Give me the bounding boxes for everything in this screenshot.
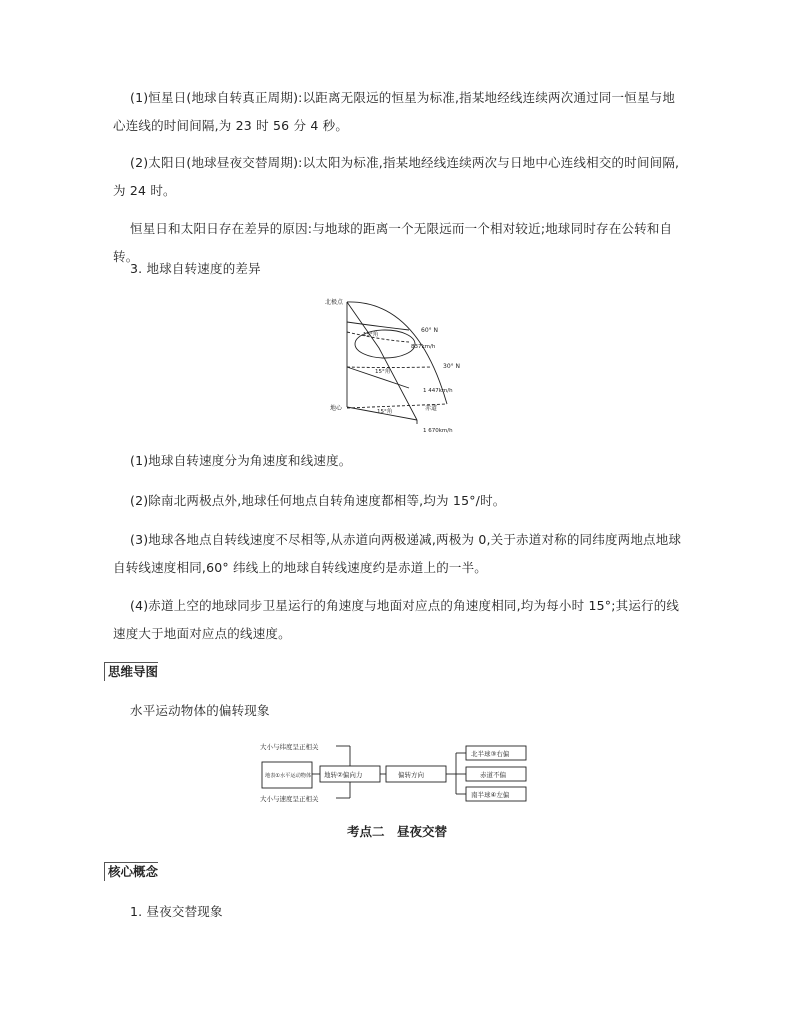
core-item-1: 1. 昼夜交替现象 (130, 904, 223, 919)
angle-label-30: 15°角 (375, 369, 391, 375)
paragraph-speed-1: (1)地球自转速度分为角速度和线速度。 (130, 453, 352, 468)
paragraph-speed-heading: 3. 地球自转速度的差异 (130, 261, 261, 276)
paragraph-sidereal-day: (1)恒星日(地球自转真正周期):以距离无限远的恒星为标准,指某地经线连续两次通过同一恒星与地心连线的时间间隔,为 23 时 56 分 4 秒。 (113, 90, 676, 133)
mind-map-origin: 地表①水平运动物体 (265, 773, 312, 779)
core-concept-tag: 核心概念 (104, 862, 158, 881)
section2-title: 考点二 昼夜交替 (346, 824, 447, 839)
paragraph-speed-3: (3)地球各地点自转线速度不尽相等,从赤道向两极递减,两极为 0,关于赤道对称的同纬度两地点地球自转线速度相同,60° 纬线上的地球自转线速度约是赤道上的一半。 (113, 532, 682, 575)
mind-map-tag: 思维导图 (104, 662, 158, 681)
earth-rotation-speed-diagram (325, 292, 475, 434)
mind-map-title: 水平运动物体的偏转现象 (130, 703, 270, 718)
paragraph-solar-day: (2)太阳日(地球昼夜交替周期):以太阳为标准,指某地经线连续两次与日地中心连线相交的时间间隔,为 24 时。 (113, 155, 680, 198)
mind-map-north: 北半球③右偏 (471, 750, 510, 758)
paragraph-speed-4: (4)赤道上空的地球同步卫星运行的角速度与地面对应点的角速度相同,均为每小时 15°;其运行的线速度大于地面对应点的线速度。 (113, 598, 680, 641)
paragraph-difference-reason: 恒星日和太阳日存在差异的原因:与地球的距离一个无限远而一个相对较近;地球同时存在公转和自转。 (113, 221, 673, 264)
mind-map-equator: 赤道不偏 (480, 771, 506, 779)
speed-eq-label: 1 670km/h (423, 428, 453, 434)
speed30-label: 1 447km/h (423, 388, 453, 394)
lat60-label: 60° N (421, 327, 439, 334)
angle-label-eq: 15°角 (377, 409, 393, 415)
north-pole-label: 北极点 (325, 299, 344, 306)
paragraph-speed-2: (2)除南北两极点外,地球任何地点自转角速度都相等,均为 15°/时。 (130, 493, 506, 508)
equator-label: 赤道 (425, 405, 438, 412)
mind-map-top-label: 大小与纬度呈正相关 (260, 743, 319, 751)
lat30-label: 30° N (443, 363, 461, 370)
mind-map-direction: 偏转方向 (398, 771, 424, 779)
angle-label-60: 15°角 (363, 332, 379, 338)
speed60-label: 837km/h (411, 344, 436, 350)
center-label: 地心 (330, 405, 343, 412)
deflection-mind-map (258, 740, 538, 804)
mind-map-bottom-label: 大小与速度呈正相关 (260, 795, 319, 803)
mind-map-deflect-force: 地转②偏向力 (324, 771, 363, 779)
mind-map-south: 南半球④左偏 (471, 791, 510, 799)
